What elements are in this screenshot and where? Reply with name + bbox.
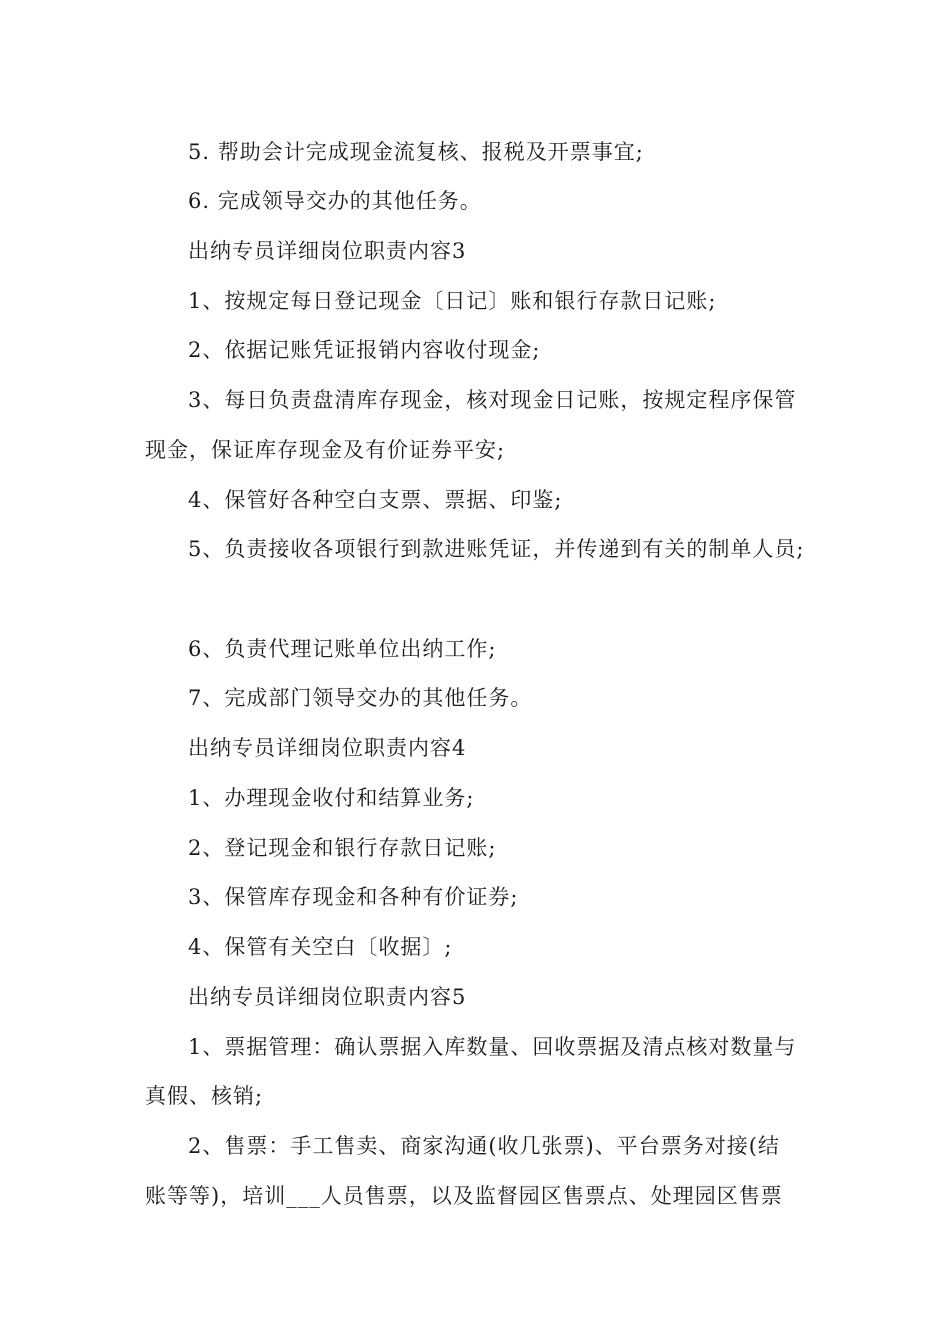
text-line: 6、负责代理记账单位出纳工作; (188, 637, 497, 661)
section-heading: 出纳专员详细岗位职责内容3 (188, 239, 467, 263)
text-line: 2、登记现金和银行存款日记账; (188, 836, 497, 860)
text-line: 5、负责接收各项银行到款进账凭证，并传递到有关的制单人员; (188, 537, 805, 561)
text-line: 真假、核销; (145, 1084, 264, 1108)
text-line: 5. 帮助会计完成现金流复核、报税及开票事宜; (188, 140, 644, 164)
text-line: 1、办理现金收付和结算业务; (188, 786, 475, 810)
text-line: 现金，保证库存现金及有价证券平安; (145, 438, 506, 462)
section-heading: 出纳专员详细岗位职责内容5 (188, 985, 467, 1009)
text-line: 4、保管有关空白〔收据〕; (188, 935, 453, 959)
text-line: 2、依据记账凭证报销内容收付现金; (188, 338, 541, 362)
text-line: 1、按规定每日登记现金〔日记〕账和银行存款日记账; (188, 289, 717, 313)
text-line: 4、保管好各种空白支票、票据、印鉴; (188, 488, 563, 512)
section-heading: 出纳专员详细岗位职责内容4 (188, 736, 467, 760)
text-line: 6. 完成领导交办的其他任务。 (188, 189, 482, 213)
text-line: 3、保管库存现金和各种有价证券; (188, 885, 519, 909)
text-line: 账等等)，培训___人员售票，以及监督园区售票点、处理园区售票 (145, 1184, 783, 1208)
text-line: 7、完成部门领导交办的其他任务。 (188, 686, 533, 710)
text-line: 3、每日负责盘清库存现金，核对现金日记账，按规定程序保管 (188, 388, 797, 412)
text-line: 1、票据管理：确认票据入库数量、回收票据及清点核对数量与 (188, 1035, 797, 1059)
text-line: 2、售票：手工售卖、商家沟通(收几张票)、平台票务对接(结 (188, 1134, 780, 1158)
